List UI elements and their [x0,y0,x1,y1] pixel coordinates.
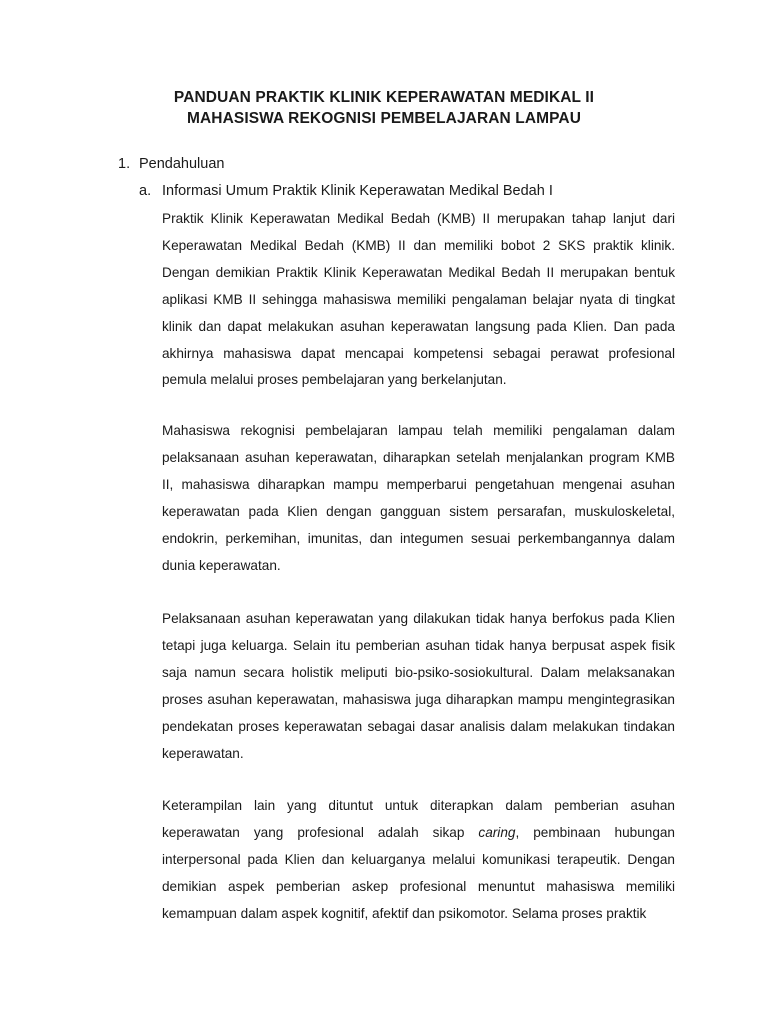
paragraph-4-italic-term: caring [478,824,516,840]
section-title: Pendahuluan [139,156,225,172]
subsection-letter: a. [139,183,152,199]
document-title-line-1: PANDUAN PRAKTIK KLINIK KEPERAWATAN MEDIKAL II [173,89,595,106]
paragraph-4-text-before: Keterampilan lain yang dituntut untuk diterapkan dalam pemberian asuhan keperawatan yang profesional adalah sikap [162,798,675,840]
paragraph-2: Mahasiswa rekognisi pembelajaran lampau telah memiliki pengalaman dalam pelaksanaan asuhan keperawatan, diharapkan setelah menjalankan program KMB II, mahasiswa diharapkan mampu memperbarui pengetahuan mengenai asuhan keperawatan pada Klien dengan gangguan sistem persarafan, muskuloskeletal, endokrin, perkemihan, imunitas, dan integumen sesuai perkembangannya dalam dunia keperawatan. [162,423,675,573]
paragraph-3: Pelaksanaan asuhan keperawatan yang dilakukan tidak hanya berfokus pada Klien tetapi juga keluarga. Selain itu pemberian asuhan tidak hanya berpusat aspek fisik saja namun secara holistik meliputi bio-psiko-sosiokultural. Dalam melaksanakan proses asuhan keperawatan, mahasiswa juga diharapkan mampu mengintegrasikan pendekatan proses keperawatan sebagai dasar analisis dalam melakukan tindakan keperawatan. [162,611,675,761]
paragraph-4 [162,793,675,928]
section-number: 1. [118,156,131,172]
paragraph-1: Praktik Klinik Keperawatan Medikal Bedah (KMB) II merupakan tahap lanjut dari Keperawatan Medikal Bedah (KMB) II dan memiliki bobot 2 SKS praktik klinik. Dengan demikian Praktik Klinik Keperawatan Medikal Bedah II merupakan bentuk aplikasi KMB II sehingga mahasiswa memiliki pengalaman belajar nyata di tingkat klinik dan dapat melakukan asuhan keperawatan langsung pada Klien. Dan pada akhirnya mahasiswa dapat mencapai kompetensi sebagai perawat profesional pemula melalui proses pembelajaran yang berkelanjutan. [162,211,675,388]
paragraph-4-text-after: , pembinaan hubungan interpersonal pada Klien dan keluarganya melalui komunikasi terapeutik. Dengan demikian aspek pemberian askep profesional menuntut mahasiswa memiliki kemampuan dalam aspek kognitif, afektif dan psikomotor. Selama proses praktik [162,824,675,921]
subsection-title: Informasi Umum Praktik Klinik Keperawatan Medikal Bedah I [162,183,553,199]
document-title-line-2: MAHASISWA REKOGNISI PEMBELAJARAN LAMPAU [187,110,581,127]
